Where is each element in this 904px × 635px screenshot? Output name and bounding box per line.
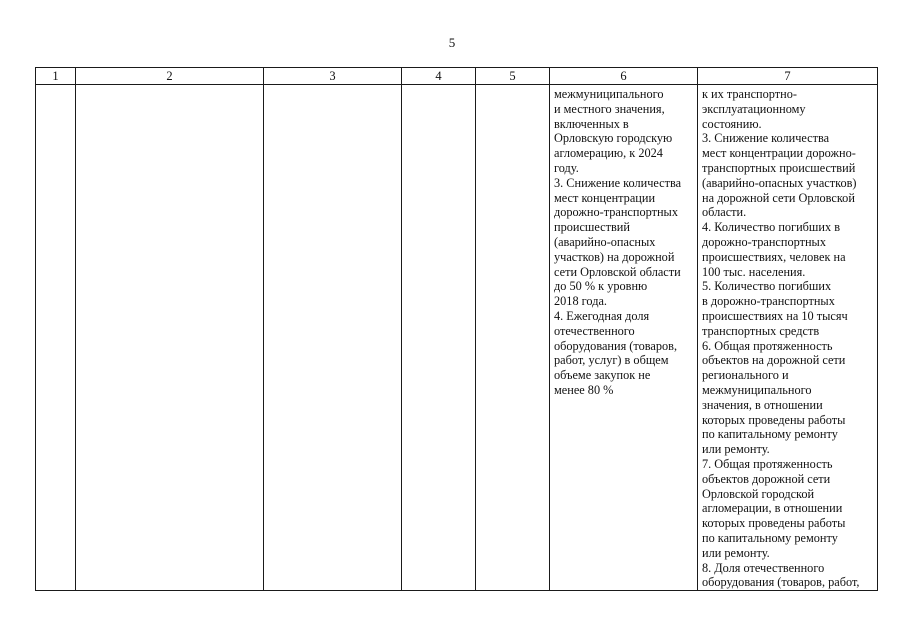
column-header-7: 7 <box>698 68 878 85</box>
column-header-2: 2 <box>76 68 264 85</box>
table-cell-col6 <box>550 85 698 591</box>
page-number: 5 <box>448 35 456 50</box>
column-header-6: 6 <box>550 68 698 85</box>
column-header-5: 5 <box>476 68 550 85</box>
cell-text-col6: межмуниципального и местного значения, включенных в Орловскую городскую агломерацию, к 2024 году. 3. Снижение количества мест концентрации дорожно-транспортных происшествий (аварийно-опасных участков) на дорожной сети Орловской области до 50 % к уровню 2018 года. 4. Ежегодная доля отечественного оборудования (товаров, работ, услуг) в общем объеме закупок не менее 80 % <box>554 87 682 397</box>
document-table <box>35 67 878 591</box>
table-cell-col2 <box>76 85 264 591</box>
column-header-3: 3 <box>264 68 402 85</box>
column-header-4: 4 <box>402 68 476 85</box>
table-cell-col4 <box>402 85 476 591</box>
cell-text-col7: к их транспортно- эксплуатационному состоянию. 3. Снижение количества мест концентрации дорожно- транспортных происшествий (аварийно-опасных участков) на дорожной сети Орловской области. 4. Количество погибших в дорожно-транспортных происшествиях, человек на 100 тыс. населения. 5. Количество погибших в дорожно-транспортных происшествиях на 10 тысяч транспортных средств 6. Общая протяженность объектов на дорожной сети регионального и межмуниципального значения, в отношении которых проведены работы по капитальному ремонту или ремонту. 7. Общая протяженность объектов дорожной сети Орловской городской агломерации, в отношении которых проведены работы по капитальному ремонту или ремонту. 8. Доля отечественного оборудования (товаров, работ, <box>702 87 860 590</box>
column-header-1: 1 <box>36 68 76 85</box>
table-cell-col3 <box>264 85 402 591</box>
table-cell-col7 <box>698 85 878 591</box>
table-cell-col1 <box>36 85 76 591</box>
table-row <box>36 85 878 591</box>
table-cell-col5 <box>476 85 550 591</box>
table-header-row <box>36 68 878 85</box>
